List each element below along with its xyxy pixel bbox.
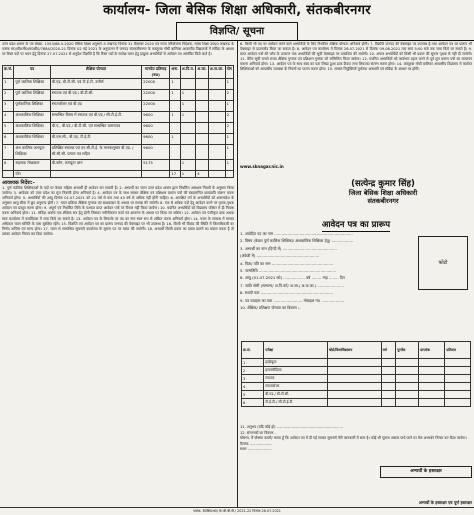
- qualification-cell[interactable]: [419, 391, 445, 399]
- qualification-cell[interactable]: [327, 383, 381, 391]
- vacancy-header-cell: मानदेय प्रतिमाह (रु0): [142, 66, 170, 79]
- vacancy-cell: [196, 112, 209, 123]
- vacancy-cell: [208, 79, 225, 90]
- vacancy-cell: 5175: [142, 160, 170, 171]
- vacancy-cell: [196, 160, 209, 171]
- qualification-cell[interactable]: [327, 359, 381, 367]
- vacancy-cell: बी.एस.सी., बी.एड, टी.ई.टी.: [50, 134, 141, 145]
- vacancy-cell: सम्बन्धित विषय में स्नातक एवं बी.एड / सी.टी.ई.टी.: [50, 112, 141, 123]
- qualification-header-cell: बोर्ड/विश्वविद्यालय: [327, 342, 381, 359]
- vacancy-cell: 17: [170, 171, 180, 178]
- vacancy-cell: [50, 171, 141, 178]
- vacancy-cell: 22000: [142, 101, 170, 112]
- qualification-cell[interactable]: [419, 367, 445, 375]
- vacancy-row: [3, 123, 234, 134]
- qualification-cell: 6: [242, 399, 264, 407]
- vacancy-row: [3, 160, 234, 171]
- vacancy-cell: अंश कालिक कम्प्यूटर शिक्षिका: [14, 145, 50, 160]
- qualification-cell[interactable]: [396, 391, 419, 399]
- vacancy-cell: 1: [225, 134, 233, 145]
- qualification-row: [242, 399, 471, 407]
- qualification-cell[interactable]: [445, 383, 471, 391]
- vacancy-cell: 1: [180, 112, 195, 123]
- qualification-cell: 2: [242, 367, 264, 375]
- signature-block: [300, 178, 466, 205]
- form-tail-line: 11. अनुभव (यदि कोई हो) ..........................................................: [240, 425, 343, 429]
- vacancy-header-cell: अना.: [170, 66, 180, 79]
- intro-paragraph: उत्तर प्रदेश शासन के पत्र संख्या- 1553/68-5-2020 बेसिक शिक्षा अनुभाग-5 लखनऊ दिनांक 31 दिसम्बर 2020 एवं राज्य परियोजना निदेशक, समग्र शिक्षा उ0प्र0 लखनऊ के पत्रांक सं0/बी0सी0/सं0सी0/7884/2020-21 दिनांक 02 मई 2021 के अनुपालन में जनपद संतकबीरनगर के कस्तूरबा गाँधी बालिका आवासीय विद्यालयों में संविदा के आधार पर रिक्त पदों पर चयन हेतु दिनांक 27.07.2021 से अनुदेश विज्ञप्ति है कि रिक्त पदों के सापेक्ष चयन हेतु इच्छुक अभ्यर्थियों से आवेदन पत्र आमंत्रित किये जाते है।: [2, 42, 234, 56]
- form-field-line[interactable]: 10. शैक्षिक/ प्रशिक्षण योग्यता का विवरण :-: [240, 305, 301, 311]
- vacancy-table-body: [3, 79, 234, 178]
- vacancy-cell: [142, 171, 170, 178]
- qualification-header-cell: पूर्णांक: [396, 342, 419, 359]
- qualification-cell: टी.ई.टी./ सी.टी.ई.टी.: [264, 399, 328, 407]
- vacancy-header-cell: अ.पि.व.: [180, 66, 195, 79]
- qualification-table-header: [242, 342, 471, 359]
- vacancy-row: [3, 90, 234, 101]
- vacancy-cell: 7: [3, 145, 14, 160]
- form-tail-line: घोषणा- मैं घोषणा करती/ करता हूँ कि आवेदन पत्र में दी गई समस्त सूचनाएँ मेरी जानकारी में सत्य है। कोई भी सूचना असत्य पाये जाने पर मेरा अभ्यर्थन निरस्त कर दिया जायेगा।: [240, 436, 467, 441]
- qualification-cell[interactable]: [419, 383, 445, 391]
- vacancy-cell: 5: [3, 123, 14, 134]
- vacancy-cell: [208, 123, 225, 134]
- qualification-row: [242, 391, 471, 399]
- qualification-cell[interactable]: [396, 399, 419, 407]
- qualification-cell[interactable]: [445, 399, 471, 407]
- vacancy-cell: 9600: [142, 145, 170, 160]
- qualification-cell[interactable]: [327, 375, 381, 383]
- qualification-cell: स्नातक: [264, 375, 328, 383]
- vacancy-cell: 3: [3, 101, 14, 112]
- right-column: [240, 42, 472, 176]
- form-field-line[interactable]: 4. पिता/ पति का नाम ...................................................: [240, 260, 334, 266]
- vacancy-header-cell: शैक्षिक योग्यता: [50, 66, 141, 79]
- form-field-line[interactable]: 5. जन्मतिथि ................................................................: [240, 268, 337, 274]
- qualification-cell: स्नातकोत्तर: [264, 383, 328, 391]
- vacancy-cell: 22000: [142, 79, 170, 90]
- vacancy-cell: [170, 123, 180, 134]
- photo-box: फोटो: [418, 236, 468, 290]
- vacancy-cell: 9600: [142, 123, 170, 134]
- vacancy-cell: पूर्णकालिक शिक्षिका: [14, 101, 50, 112]
- vacancy-cell: [196, 145, 209, 160]
- vacancy-cell: [225, 171, 233, 178]
- qualification-header-cell: परीक्षा: [264, 342, 328, 359]
- vacancy-header-cell: अ.जा.: [196, 66, 209, 79]
- vacancy-cell: [180, 79, 195, 90]
- vacancy-cell: 8: [3, 160, 14, 171]
- signature-designation-2: संतकबीरनगर: [367, 197, 399, 205]
- vacancy-cell: 9600: [142, 112, 170, 123]
- vacancy-cell: [3, 171, 14, 178]
- qualification-cell[interactable]: [327, 367, 381, 375]
- vacancy-cell: [170, 145, 180, 160]
- vacancy-cell: बी.कॉम, कम्प्यूटर ज्ञान: [50, 160, 141, 171]
- vacancy-row: [3, 171, 234, 178]
- footer-reference: पत्रांक- बे0शि0अ0/ के.जी.बी.वी./ 2021-22 दिनांक 26.07.2021: [0, 507, 474, 515]
- vacancy-cell: 1: [170, 134, 180, 145]
- qualification-cell[interactable]: [327, 391, 381, 399]
- vacancy-cell: 2: [3, 90, 14, 101]
- notice-label: विज्ञप्ति/ सूचना: [176, 22, 298, 41]
- qualification-row: [242, 375, 471, 383]
- vacancy-cell: 2: [225, 112, 233, 123]
- form-field-line[interactable]: (अंग्रेजी में) ....................................................: [240, 253, 320, 259]
- qualification-cell[interactable]: [396, 359, 419, 367]
- vacancy-header-cell: योग: [225, 66, 233, 79]
- vacancy-cell: [180, 134, 195, 145]
- vacancy-cell: स्नातक एवं बी.एड / बी.टी.सी.: [50, 90, 141, 101]
- qualification-header-cell: प्रतिशत: [445, 342, 471, 359]
- vacancy-cell: अंशकालिक शिक्षिका: [14, 123, 50, 134]
- vacancy-cell: 1: [180, 101, 195, 112]
- form-field-line[interactable]: 9. पत्र व्यवहार का पता ........................ मोबाइल नं0 ...................: [240, 297, 345, 303]
- vacancy-cell: अंशकालिक शिक्षिका: [14, 134, 50, 145]
- website-link[interactable]: www.sknagar.nic.in: [240, 164, 284, 169]
- vacancy-cell: 1: [225, 145, 233, 160]
- vacancy-cell: सहायक लेखाकार: [14, 160, 50, 171]
- qualification-cell[interactable]: [327, 399, 381, 407]
- vacancy-cell: [170, 101, 180, 112]
- qualification-row: [242, 359, 471, 367]
- vacancy-cell: [208, 101, 225, 112]
- vacancy-cell: 1: [180, 160, 195, 171]
- vacancy-cell: [196, 101, 209, 112]
- vacancy-cell: पूर्ण कालिक शिक्षिका: [14, 90, 50, 101]
- vacancy-cell: बी.एड, बी.टी.सी. एवं टी.ई.टी. उत्तीर्ण: [50, 79, 141, 90]
- vacancy-cell: 22000: [142, 90, 170, 101]
- column-divider: [237, 41, 238, 507]
- vacancy-cell: प्रशिक्षित स्नातक एवं एन.सी.टी.ई. के मानकानुसार बी.एड. / सी.सी.सी. प्रमाण पत्र सहित: [50, 145, 141, 160]
- vacancy-header-cell: अ.ज.जा.: [208, 66, 225, 79]
- vacancy-cell: 9600: [142, 134, 170, 145]
- vacancy-row: [3, 134, 234, 145]
- form-field-line[interactable]: 1. आवेदित पद का नाम .................................................................: [240, 231, 353, 236]
- qualification-cell[interactable]: [381, 359, 395, 367]
- vacancy-cell: [208, 112, 225, 123]
- bottom-signature: अभ्यर्थी के हस्ताक्षर एवं पूर्ण हस्ताक्षर: [418, 500, 472, 505]
- vacancy-cell: अंशकालिक शिक्षिका: [14, 112, 50, 123]
- vacancy-cell: बी.ए., बी.एड / बी.टी.सी. एवं सम्बन्धित प्रमाणपत्र: [50, 123, 141, 134]
- vacancy-row: [3, 112, 234, 123]
- vacancy-cell: 1: [225, 101, 233, 112]
- vacancy-cell: [196, 123, 209, 134]
- form-field-line[interactable]: 7. जाति श्रेणी (सामान्य/ अ.पि.वर्ग/ अ.जा./ अ.ज.जा.) ......................: [240, 282, 344, 288]
- vacancy-cell: 1: [180, 90, 195, 101]
- vacancy-table: [2, 65, 234, 178]
- left-column: [2, 42, 234, 510]
- qualification-cell: 4: [242, 383, 264, 391]
- qualification-cell: 3: [242, 375, 264, 383]
- qualification-header-cell: क्र.सं.: [242, 342, 264, 359]
- form-field-line[interactable]: 3. अभ्यर्थी का नाम (हिन्दी में) .............................................: [240, 245, 337, 251]
- qualification-cell: 5: [242, 391, 264, 399]
- form-field-line[interactable]: 6. आयु (01.07.2021 को) .................. वर्ष ........ माह ........ दिन: [240, 275, 345, 281]
- vacancy-cell: [208, 160, 225, 171]
- qualification-cell[interactable]: [445, 359, 471, 367]
- vacancy-cell: 1: [170, 90, 180, 101]
- notes-text: 6. किसी भी पद पर आवेदन करने वाले अभ्यर्थियों के लिए निर्धारित शैक्षिक योग्यता अनिवार्य होगी। 7. विज्ञप्ति जनपद की वेबसाइट पर उपलब्ध है तथा आवेदन पत्र का प्रारूप भी वेबसाइट से डाउनलोड किया जा सकता है। 8. आवेदन पत्र कार्यालय में दिनांक 26.07.2021 से दिनांक 09.08.2021 तक सायं 5:00 बजे तक जमा किये जा सकते है। 9. प्राप्त आवेदन पत्रों की जाँच के उपरान्त पात्र अभ्यर्थियों की सूची वेबसाइट पर प्रकाशित की जायेगी। 10. अपात्र अभ्यर्थियों को किसी भी प्रकार की सूचना पृथक से नहीं दी जायेगी। 11. मेरिट सूची बनाते समय शैक्षिक गुणांक एवं प्रशिक्षण गुणांक को सम्मिलित किया जायेगा। 12. चयनित अभ्यर्थियों को कार्यभार ग्रहण करने से पूर्व मूल प्रमाण पत्रों का सत्यापन कराना अनिवार्य होगा। 13. आवेदन पत्र के साथ स्वयं का पता लिखा हुआ डाक टिकट लगा लिफाफा संलग्न करना होगा। 14. कस्तूरबा गाँधी बालिका आवासीय विद्यालय में कार्यरत शिक्षिकाओं को आवासीय व्यवस्था के नियमों का पालन करना होगा। 15. समस्त नियुक्तियाँ पूर्णतया अस्थायी एवं संविदा के आधार पर होंगी।: [240, 42, 472, 72]
- qualification-cell[interactable]: [445, 375, 471, 383]
- qualification-cell[interactable]: [419, 375, 445, 383]
- vacancy-row: [3, 101, 234, 112]
- vacancy-cell: 1: [170, 112, 180, 123]
- qualification-header-cell: प्राप्तांक: [419, 342, 445, 359]
- vacancy-cell: [208, 145, 225, 160]
- qualification-cell[interactable]: [419, 359, 445, 367]
- conditions-title: आवश्यक निर्देश:-: [2, 180, 35, 186]
- vacancy-cell: 1: [3, 79, 14, 90]
- vacancy-cell: 2: [225, 90, 233, 101]
- qualification-cell[interactable]: [381, 367, 395, 375]
- declaration-box: अभ्यर्थी के हस्ताक्षर: [380, 466, 472, 478]
- vacancy-cell: [196, 90, 209, 101]
- vacancy-cell: 6: [3, 134, 14, 145]
- form-tail-line: दिनांक ....................: [240, 441, 273, 446]
- form-field-line[interactable]: 2. विषय (केवल पूर्ण कालिक शिक्षिका/ अंशकालिक शिक्षिका हेतु) ..................: [240, 238, 354, 244]
- vacancy-row: [3, 79, 234, 90]
- vacancy-cell: 4: [3, 112, 14, 123]
- office-title: कार्यालय- जिला बेसिक शिक्षा अधिकारी, संतकबीरनगर: [103, 3, 371, 18]
- vacancy-row: [3, 145, 234, 160]
- form-field-line[interactable]: 8. स्थायी पता ............................................................: [240, 290, 333, 296]
- vacancy-cell: 2: [225, 123, 233, 134]
- vacancy-cell: [196, 79, 209, 90]
- qualification-cell[interactable]: [396, 375, 419, 383]
- form-tail: [240, 425, 472, 453]
- qualification-cell[interactable]: [396, 383, 419, 391]
- vacancy-header-cell: क्र.सं.: [3, 66, 14, 79]
- vacancy-cell: [180, 123, 195, 134]
- conditions-text: 1. पूर्ण कालिक शिक्षिकाओं के पदों पर केवल महिला अभ्यर्थी ही आवेदन कर सकती है। 2. अभ्यर्थी का चयन उत्तर प्रदेश शासन द्वारा निर्धारित आरक्षण नियमों के अनुसार किया जायेगा। 3. आवेदक को उत्तर प्रदेश का मूल निवासी होना अनिवार्य है। 4. आवेदन पत्र के साथ समस्त शैक्षिक एवं प्रशिक्षण प्रमाण पत्रों की स्वप्रमाणित छायाप्रति संलग्न करना अनिवार्य होगा। 5. अभ्यर्थियों की आयु दिनांक 01.07.2021 को 21 वर्ष से कम तथा 45 वर्ष से अधिक नहीं होनी चाहिए। 6. आरक्षित वर्ग के अभ्यर्थियों को शासनादेश के अनुसार आयु सीमा में छूट अनुमन्य होगी। 7. चयन प्रक्रिया शैक्षिक गुणांक एवं साक्षात्कार के आधार पर सम्पन्न की जायेगी। 8. एक से अधिक पदों हेतु आवेदन करने पर पृथक-पृथक आवेदन पत्र प्रस्तुत करना होगा। 9. अपूर्ण एवं निर्धारित तिथि के पश्चात प्राप्त आवेदन पत्रों पर विचार नहीं किया जायेगा। 10. चयनित अभ्यर्थियों को विद्यालय परिसर में ही निवास करना अनिवार्य होगा। 11. संविदा अवधि एक शैक्षिक सत्र हेतु होगी जिसका नवीनीकरण कार्य एवं आचरण के आधार पर किया जा सकेगा। 12. आवेदन पत्र पंजीकृत डाक अथवा स्वयं कार्यालय में कार्यदिवस में जमा किये जा सकते है। 13. आवेदन पत्र के लिफाफे पर पद का नाम स्पष्ट रूप से अंकित करना अनिवार्य होगा। 14. चयन के सम्बन्ध में समस्त अधिकार चयन समिति के पास सुरक्षित रहेंगे। 15. विज्ञप्ति एवं आवेदन पत्र का प्रारूप जनपद की वेबसाइट पर भी उपलब्ध है। 16. किसी भी विवाद की स्थिति में जिलाधिकारी का निर्णय अन्तिम एवं मान्य होगा। 17. चयन से सम्बन्धित सूचनाएँ कार्यालय के सूचना पट पर चस्पा की जायेगी। 18. अभ्यर्थी किसी प्रकार का दबाव डालने का प्रयास करता है तो उसका आवेदन निरस्त कर दिया जायेगा।: [2, 186, 234, 236]
- vacancy-cell: [208, 171, 225, 178]
- vacancy-cell: 1: [180, 171, 195, 178]
- vacancy-header-cell: पद: [14, 66, 50, 79]
- vacancy-cell: 4: [196, 171, 209, 178]
- qualification-row: [242, 367, 471, 375]
- qualification-header-cell: वर्ष: [381, 342, 395, 359]
- form-tail-line: 12. संलग्नकों का विवरण -: [240, 430, 276, 435]
- qualification-cell[interactable]: [445, 367, 471, 375]
- vacancy-cell: स्नातकोत्तर एवं बी.एड: [50, 101, 141, 112]
- vacancy-table-header: [3, 66, 234, 79]
- qualification-row: [242, 383, 471, 391]
- form-tail-line: स्थान .....................: [240, 447, 272, 452]
- vacancy-cell: 1: [225, 160, 233, 171]
- qualification-cell: बी.एड./ बी.टी.सी.: [264, 391, 328, 399]
- form-title: आवेदन पत्र का प्रारूप: [321, 220, 391, 230]
- vacancy-cell: [208, 90, 225, 101]
- vacancy-cell: 1: [170, 79, 180, 90]
- qualification-cell[interactable]: [396, 367, 419, 375]
- vacancy-cell: [196, 134, 209, 145]
- signature-designation-1: जिला बेसिक शिक्षा अधिकारी: [348, 189, 418, 197]
- vacancy-cell: [170, 160, 180, 171]
- qualification-table: [241, 341, 471, 407]
- qualification-cell: इण्टरमीडिएट: [264, 367, 328, 375]
- qualification-cell[interactable]: [445, 391, 471, 399]
- qualification-cell[interactable]: [419, 399, 445, 407]
- qualification-cell[interactable]: [381, 391, 395, 399]
- vacancy-cell: [208, 134, 225, 145]
- vacancy-cell: योग: [14, 171, 50, 178]
- vacancy-cell: 1: [225, 79, 233, 90]
- qualification-cell: हाईस्कूल: [264, 359, 328, 367]
- vacancy-cell: [180, 145, 195, 160]
- qualification-cell[interactable]: [381, 375, 395, 383]
- signature-name: (सत्येन्द्र कुमार सिंह): [351, 179, 415, 189]
- qualification-cell[interactable]: [381, 383, 395, 391]
- qualification-cell: 1: [242, 359, 264, 367]
- qualification-cell[interactable]: [381, 399, 395, 407]
- vacancy-cell: पूर्ण कालिक शिक्षिका: [14, 79, 50, 90]
